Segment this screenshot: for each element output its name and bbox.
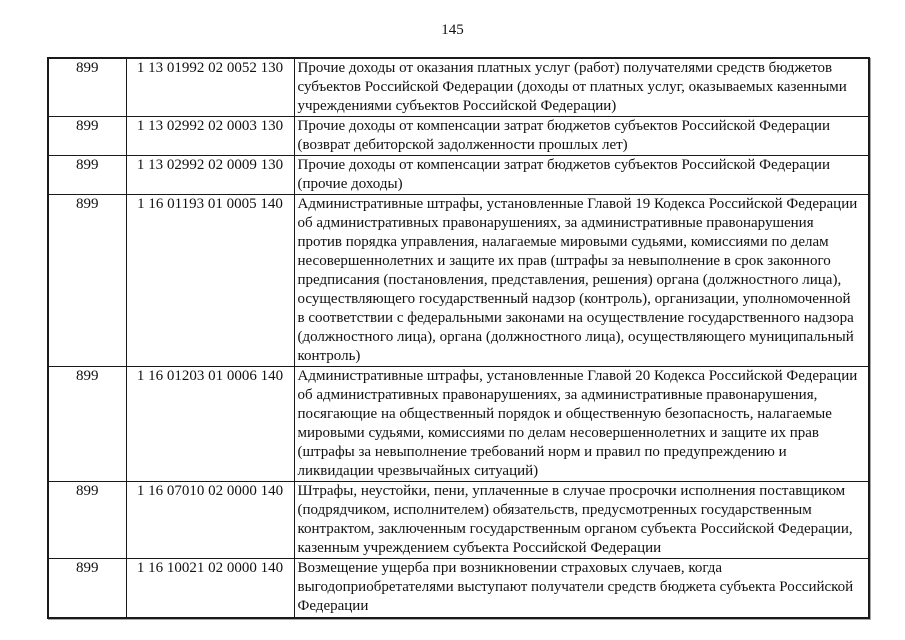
description-cell: Административные штрафы, установленные Главой 20 Кодекса Российской Федерации об административных правонарушениях, за административные правонарушения, посягающие на общественный порядок и общественную безопасность, налагаемые мировыми судьями, комиссиями по делам несовершеннолетних и защите их прав (штрафы за невыполнение требований норм и правил по предупреждению и ликвидации чрезвычайных ситуаций) [294,367,869,482]
kbk-code-cell: 1 16 07010 02 0000 140 [126,482,294,559]
page-number: 145 [441,22,464,38]
description-cell: Прочие доходы от компенсации затрат бюджетов субъектов Российской Федерации (прочие доходы) [294,156,869,195]
table-row [48,117,869,156]
description-cell: Административные штрафы, установленные Главой 19 Кодекса Российской Федерации об административных правонарушениях, за административные правонарушения против порядка управления, налагаемые мировыми судьями, комиссиями по делам несовершеннолетних и защите их прав (штрафы за невыполнение в срок законного предписания (постановления, представления, решения) органа (должностного лица), осуществляющего государственный надзор (контроль), организации, уполномоченной в соответствии с федеральными законами на осуществление государственного надзора (должностного лица), органа (должностного лица), осуществляющего муниципальный контроль) [294,195,869,367]
description-cell: Возмещение ущерба при возникновении страховых случаев, когда выгодоприобретателями выступают получатели средств бюджета субъекта Российской Федерации [294,559,869,618]
admin-code-cell: 899 [48,482,126,559]
kbk-code-cell: 1 13 01992 02 0052 130 [126,58,294,117]
kbk-code-cell: 1 16 01193 01 0005 140 [126,195,294,367]
table-row [48,559,869,618]
table-row [48,156,869,195]
admin-code-cell: 899 [48,58,126,117]
admin-code-cell: 899 [48,367,126,482]
description-cell: Штрафы, неустойки, пени, уплаченные в случае просрочки исполнения поставщиком (подрядчиком, исполнителем) обязательств, предусмотренных государственным контрактом, заключенным государственным органом субъекта Российской Федерации, казенным учреждением субъекта Российской Федерации [294,482,869,559]
table-row [48,482,869,559]
admin-code-cell: 899 [48,195,126,367]
table-row [48,367,869,482]
description-cell: Прочие доходы от оказания платных услуг (работ) получателями средств бюджетов субъектов Российской Федерации (доходы от платных услуг, оказываемых казенными учреждениями субъектов Российской Федерации) [294,58,869,117]
kbk-code-cell: 1 16 01203 01 0006 140 [126,367,294,482]
kbk-code-cell: 1 16 10021 02 0000 140 [126,559,294,618]
admin-code-cell: 899 [48,156,126,195]
admin-code-cell: 899 [48,559,126,618]
kbk-code-cell: 1 13 02992 02 0009 130 [126,156,294,195]
admin-code-cell: 899 [48,117,126,156]
table-row [48,58,869,117]
description-cell: Прочие доходы от компенсации затрат бюджетов субъектов Российской Федерации (возврат дебиторской задолженности прошлых лет) [294,117,869,156]
kbk-code-cell: 1 13 02992 02 0003 130 [126,117,294,156]
budget-codes-table [47,57,870,619]
table-row [48,195,869,367]
